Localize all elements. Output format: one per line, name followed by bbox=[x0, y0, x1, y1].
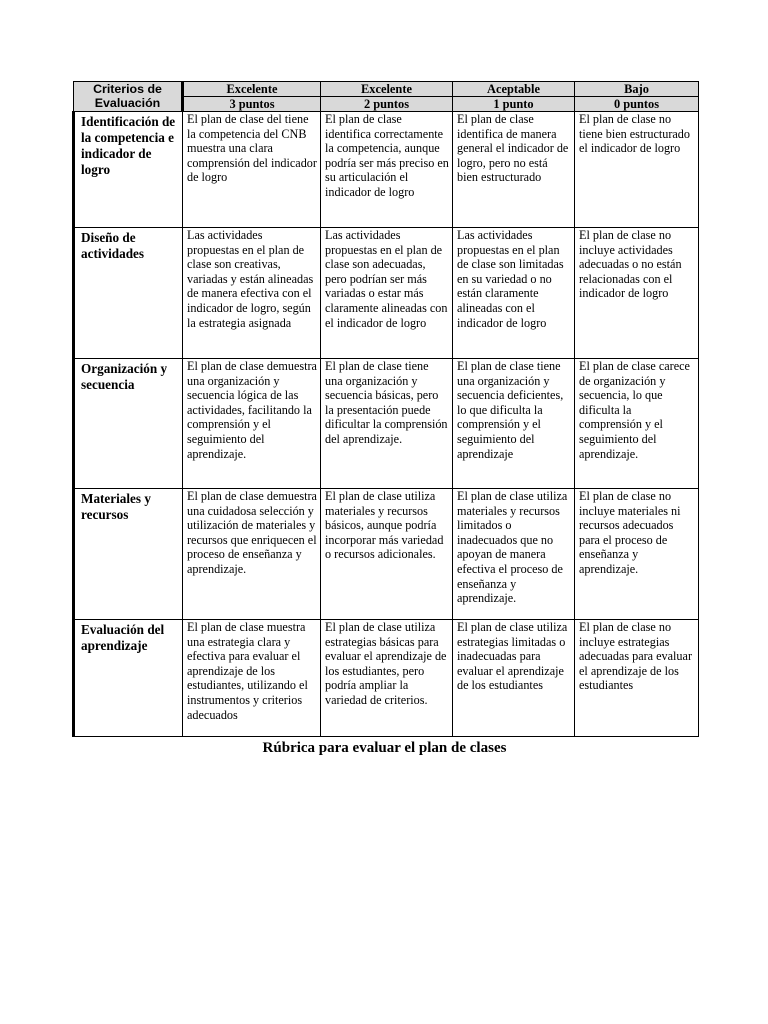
level-points-header: 2 puntos bbox=[321, 97, 453, 112]
rubric-cell: El plan de clase del tiene la competencia del CNB muestra una clara comprensión del indicador de logro bbox=[183, 112, 321, 228]
rubric-cell: El plan de clase tiene una organización y secuencia deficientes, lo que dificulta la comprensión y el seguimiento del aprendizaje bbox=[453, 359, 575, 489]
rubric-cell: El plan de clase muestra una estrategia clara y efectiva para evaluar el aprendizaje de los estudiantes, utilizando el instrumentos y criterios adecuados bbox=[183, 620, 321, 737]
criterion-row-materiales bbox=[74, 489, 699, 620]
criteria-header-cell bbox=[74, 82, 183, 112]
level-name-header: Excelente bbox=[321, 82, 453, 97]
rubric-cell: El plan de clase utiliza estrategias básicas para evaluar el aprendizaje de los estudiantes, pero podría ampliar la variedad de criterios. bbox=[321, 620, 453, 737]
level-points-header: 0 puntos bbox=[575, 97, 699, 112]
criterion-label: Evaluación del aprendizaje bbox=[74, 620, 183, 737]
rubric-cell: Las actividades propuestas en el plan de clase son limitadas en su variedad o no están claramente alineadas con el indicador de logro bbox=[453, 228, 575, 359]
rubric-cell: El plan de clase identifica correctamente la competencia, aunque podría ser más preciso en su articulación el indicador de logro bbox=[321, 112, 453, 228]
criterion-row-identificacion bbox=[74, 112, 699, 228]
level-name-header: Aceptable bbox=[453, 82, 575, 97]
rubric-cell: El plan de clase utiliza materiales y recursos básicos, aunque podría incorporar más variedad o recursos adicionales. bbox=[321, 489, 453, 620]
level-name-header: Bajo bbox=[575, 82, 699, 97]
rubric-cell: El plan de clase demuestra una cuidadosa selección y utilización de materiales y recursos que enriquecen el proceso de enseñanza y aprendizaje. bbox=[183, 489, 321, 620]
level-name-header: Excelente bbox=[183, 82, 321, 97]
table-caption: Rúbrica para evaluar el plan de clases bbox=[262, 740, 507, 756]
rubric-cell: El plan de clase utiliza materiales y recursos limitados o inadecuados que no apoyan de manera efectiva el proceso de enseñanza y aprendizaje. bbox=[453, 489, 575, 620]
level-points-header: 1 punto bbox=[453, 97, 575, 112]
criteria-header-line2: Evaluación bbox=[94, 96, 161, 110]
header-row-levels bbox=[74, 82, 699, 97]
level-points-header: 3 puntos bbox=[183, 97, 321, 112]
rubric-cell: El plan de clase no tiene bien estructurado el indicador de logro bbox=[575, 112, 699, 228]
criterion-row-organizacion bbox=[74, 359, 699, 489]
criteria-header-line1: Criterios de bbox=[93, 82, 162, 96]
rubric-cell: El plan de clase identifica de manera general el indicador de logro, pero no está bien estructurado bbox=[453, 112, 575, 228]
rubric-cell: El plan de clase utiliza estrategias limitadas o inadecuadas para evaluar el aprendizaje de los estudiantes bbox=[453, 620, 575, 737]
criterion-row-diseno bbox=[74, 228, 699, 359]
rubric-table bbox=[72, 81, 699, 737]
rubric-cell: El plan de clase no incluye actividades adecuadas o no están relacionadas con el indicador de logro bbox=[575, 228, 699, 359]
rubric-cell: El plan de clase no incluye materiales ni recursos adecuados para el proceso de enseñanza y aprendizaje. bbox=[575, 489, 699, 620]
rubric-cell: Las actividades propuestas en el plan de clase son creativas, variadas y están alineadas de manera efectiva con el indicador de logro, según la estrategia asignada bbox=[183, 228, 321, 359]
criterion-label: Diseño de actividades bbox=[74, 228, 183, 359]
criterion-row-evaluacion bbox=[74, 620, 699, 737]
criterion-label: Materiales y recursos bbox=[74, 489, 183, 620]
criterion-label: Identificación de la competencia e indicador de logro bbox=[74, 112, 183, 228]
rubric-cell: El plan de clase tiene una organización y secuencia básicas, pero la presentación puede dificultar la comprensión del aprendizaje. bbox=[321, 359, 453, 489]
rubric-cell: El plan de clase demuestra una organización y secuencia lógica de las actividades, facilitando la comprensión y el seguimiento del aprendizaje. bbox=[183, 359, 321, 489]
criterion-label: Organización y secuencia bbox=[74, 359, 183, 489]
rubric-cell: Las actividades propuestas en el plan de clase son adecuadas, pero podrían ser más variadas o estar más claramente alineadas con el indicador de logro bbox=[321, 228, 453, 359]
rubric-cell: El plan de clase no incluye estrategias adecuadas para evaluar el aprendizaje de los estudiantes bbox=[575, 620, 699, 737]
rubric-cell: El plan de clase carece de organización y secuencia, lo que dificulta la comprensión y el seguimiento del aprendizaje. bbox=[575, 359, 699, 489]
